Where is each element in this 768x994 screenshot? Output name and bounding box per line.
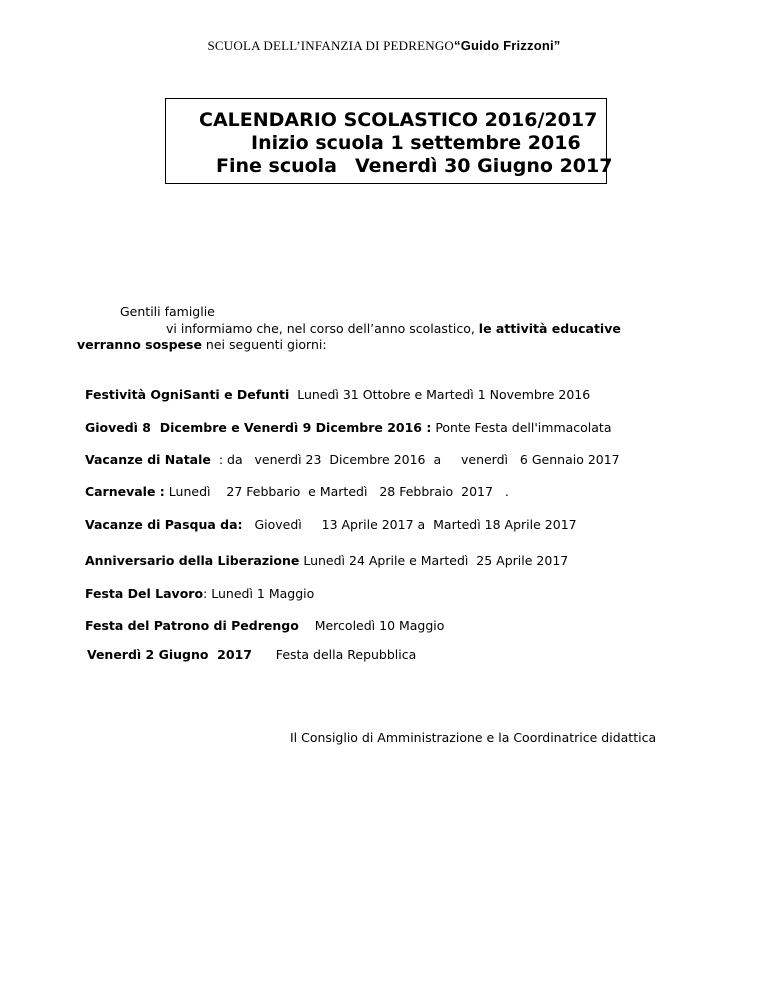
holiday-dates: Giovedì 13 Aprile 2017 a Martedì 18 Aprile 2017 bbox=[242, 517, 577, 532]
greeting: Gentili famiglie bbox=[120, 304, 215, 319]
holiday-label: Vacanze di Natale bbox=[84, 452, 211, 467]
holiday-label: Festività OgniSanti e Defunti bbox=[84, 387, 290, 402]
school-name: SCUOLA DELL’INFANZIA DI PEDRENGO bbox=[207, 38, 455, 53]
holiday-row bbox=[77, 437, 620, 467]
holiday-row bbox=[77, 372, 590, 402]
school-end-date bbox=[216, 155, 612, 177]
holiday-label: Giovedì 8 Dicembre e Venerdì 9 Dicembre 2016 : bbox=[84, 420, 432, 435]
holiday-dates: Festa della Repubblica bbox=[251, 647, 417, 662]
holiday-row bbox=[77, 469, 509, 499]
holiday-dates: Lunedì 31 Ottobre e Martedì 1 Novembre 2016 bbox=[289, 387, 591, 402]
calendar-title-box bbox=[165, 98, 613, 184]
intro-line-1 bbox=[166, 321, 621, 336]
school-dedication: “Guido Frizzoni” bbox=[454, 38, 561, 53]
holiday-dates: : Lunedì 1 Maggio bbox=[203, 586, 315, 601]
school-end-label: Fine scuola bbox=[216, 155, 338, 177]
holiday-label: Carnevale : bbox=[84, 484, 165, 499]
intro-line-2-text: nei seguenti giorni: bbox=[201, 337, 327, 352]
holiday-label: Vacanze di Pasqua da: bbox=[84, 517, 243, 532]
holiday-row bbox=[79, 632, 416, 662]
holiday-label: Festa del Patrono di Pedrengo bbox=[84, 618, 299, 633]
document-header bbox=[0, 38, 768, 54]
intro-line-2 bbox=[77, 337, 327, 352]
holiday-dates: : da venerdì 23 Dicembre 2016 a venerdì 6 Gennaio 2017 bbox=[210, 452, 620, 467]
holiday-dates: Lunedì 27 Febbario e Martedì 28 Febbraio 2017 . bbox=[164, 484, 509, 499]
holiday-dates: Ponte Festa dell'immacolata bbox=[431, 420, 612, 435]
holiday-dates: Mercoledì 10 Maggio bbox=[298, 618, 445, 633]
calendar-title: CALENDARIO SCOLASTICO 2016/2017 bbox=[199, 109, 598, 131]
holiday-row bbox=[77, 502, 577, 532]
holiday-dates: Lunedì 24 Aprile e Martedì 25 Aprile 2017 bbox=[299, 553, 569, 568]
intro-line-1-bold: le attività educative bbox=[478, 321, 621, 336]
school-start-date: Inizio scuola 1 settembre 2016 bbox=[251, 132, 581, 154]
holiday-row bbox=[77, 405, 612, 435]
school-end-value: Venerdì 30 Giugno 2017 bbox=[355, 155, 613, 177]
intro-line-1-text: vi informiamo che, nel corso dell’anno scolastico, bbox=[166, 321, 479, 336]
signature: Il Consiglio di Amministrazione e la Coordinatrice didattica bbox=[290, 730, 657, 745]
holiday-row bbox=[77, 603, 444, 633]
holiday-label: Venerdì 2 Giugno 2017 bbox=[86, 647, 252, 662]
holiday-row bbox=[77, 538, 568, 568]
holiday-label: Anniversario della Liberazione bbox=[84, 553, 300, 568]
holiday-label: Festa Del Lavoro bbox=[84, 586, 204, 601]
intro-line-2-bold: verranno sospese bbox=[77, 337, 202, 352]
holiday-row bbox=[77, 571, 314, 601]
